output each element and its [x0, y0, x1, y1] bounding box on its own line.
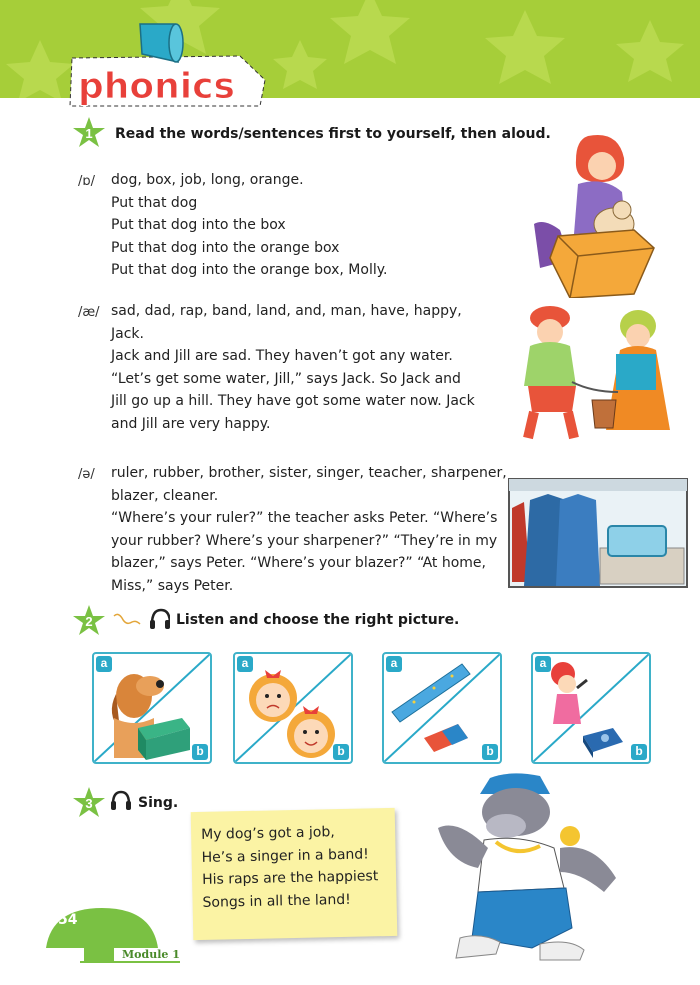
sharpener-icon: [583, 728, 623, 758]
phoneme-schwa-words-2: blazer, cleaner.: [111, 487, 219, 504]
option-b-label[interactable]: b: [333, 744, 349, 760]
phoneme-ae-symbol: /æ/: [78, 305, 100, 320]
sad-face-icon: [249, 670, 297, 722]
song-line-3: His raps are the happiest: [201, 868, 379, 888]
phonics-logo: [60, 18, 280, 108]
headphones-icon: [112, 606, 170, 632]
section-2-instruction: Listen and choose the right picture.: [176, 612, 460, 628]
phoneme-ae-words-2: Jack.: [111, 325, 144, 342]
section-1-badge: [72, 116, 106, 150]
section-3-badge: [72, 786, 106, 820]
song-line-2: He’s a singer in a band!: [201, 845, 369, 866]
song-line-4: Songs in all the land!: [202, 891, 351, 911]
phoneme-schwa-line-2: your rubber? Where’s your sharpener?” “They’re in my: [111, 532, 498, 549]
rubber-icon: [424, 724, 468, 752]
phoneme-o-line-3: Put that dog into the orange box: [111, 239, 340, 256]
headphones-icon: [110, 790, 132, 812]
singer-icon: [551, 662, 587, 724]
song-lyrics-note: [191, 808, 398, 940]
choice-picture-4[interactable]: [531, 652, 651, 764]
wardrobe-blazer-illustration: [508, 478, 688, 588]
phoneme-schwa-words: ruler, rubber, brother, sister, singer, teacher, sharpener,: [111, 465, 507, 481]
svg-text:phonics: phonics: [78, 66, 235, 107]
option-a-label[interactable]: a: [96, 656, 112, 672]
option-a-label[interactable]: a: [535, 656, 551, 672]
phoneme-o-line-2: Put that dog into the box: [111, 217, 286, 233]
option-b-label[interactable]: b: [192, 744, 208, 760]
phoneme-schwa-symbol: /ə/: [78, 467, 95, 482]
svg-text:1: 1: [85, 126, 93, 141]
svg-text:3: 3: [85, 796, 93, 811]
girl-with-dog-in-box-illustration: [518, 128, 670, 298]
section-2-badge: [72, 604, 106, 638]
option-a-label[interactable]: a: [386, 656, 402, 672]
rapper-dog-illustration: [420, 768, 660, 964]
megaphone-icon: [140, 24, 183, 62]
module-label: Module 1: [122, 948, 180, 961]
option-a-label[interactable]: a: [237, 656, 253, 672]
choice-picture-1[interactable]: [92, 652, 212, 764]
phoneme-schwa-line-4: Miss,” says Peter.: [111, 577, 234, 594]
phoneme-ae-words: sad, dad, rap, band, land, and, man, have, happy,: [111, 303, 462, 319]
phoneme-schwa-line-3: blazer,” says Peter. “Where’s your blazer?” “At home,: [111, 555, 486, 571]
section-1-instruction: Read the words/sentences first to yourself, then aloud.: [115, 126, 551, 142]
option-b-label[interactable]: b: [482, 744, 498, 760]
phoneme-ae-line-4: and Jill are very happy.: [111, 415, 271, 432]
choice-picture-2[interactable]: [233, 652, 353, 764]
happy-face-icon: [287, 706, 335, 758]
phoneme-ae-line-3: Jill go up a hill. They have got some water now. Jack: [111, 393, 475, 409]
jack-and-jill-illustration: [512, 302, 690, 452]
svg-text:2: 2: [85, 614, 93, 629]
phoneme-ae-line-2: “Let’s get some water, Jill,” says Jack. So Jack and: [111, 370, 461, 387]
phoneme-schwa-line-1: “Where’s your ruler?” the teacher asks Peter. “Where’s: [111, 510, 498, 526]
song-line-1: My dog’s got a job,: [200, 824, 335, 843]
page-number: 54: [58, 912, 78, 928]
phoneme-o-line-1: Put that dog: [111, 194, 198, 211]
phoneme-o-line-4: Put that dog into the orange box, Molly.: [111, 262, 388, 278]
choice-picture-3[interactable]: [382, 652, 502, 764]
section-3-instruction: Sing.: [138, 795, 179, 811]
phoneme-ae-line-1: Jack and Jill are sad. They haven’t got any water.: [111, 348, 453, 364]
option-b-label[interactable]: b: [631, 744, 647, 760]
phoneme-o-symbol: /ɒ/: [78, 174, 96, 189]
phoneme-o-words: dog, box, job, long, orange.: [111, 172, 304, 188]
page-footer: [40, 900, 180, 970]
